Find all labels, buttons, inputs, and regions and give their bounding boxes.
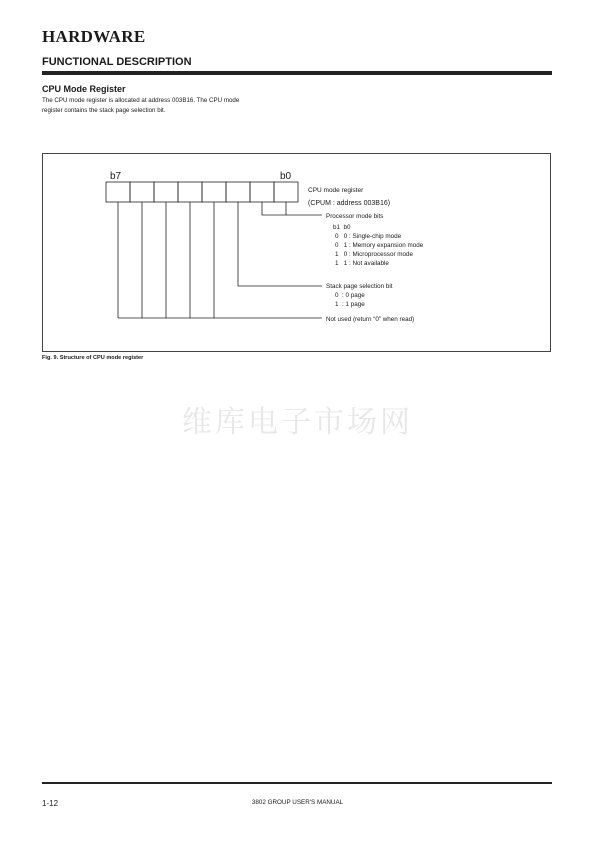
register-cell-b7 (106, 182, 130, 202)
bit-label-b0: b0 (280, 171, 292, 182)
section-heading: FUNCTIONAL DESCRIPTION (42, 56, 192, 68)
page-header-title: HARDWARE (42, 27, 146, 46)
processor-mode-header: b1 b0 (333, 224, 351, 231)
register-cell-b6 (130, 182, 154, 202)
processor-mode-option-2: 0 1 : Memory expansion mode (335, 242, 424, 249)
figure-caption: Fig. 9. Structure of CPU mode register (42, 355, 144, 361)
not-used-label: Not used (return “0” when read) (326, 316, 415, 323)
bit-label-b7: b7 (110, 171, 122, 182)
manual-title: 3802 GROUP USER'S MANUAL (251, 799, 344, 806)
processor-mode-option-4: 1 1 : Not available (335, 260, 389, 267)
register-cell-b4 (178, 182, 202, 202)
processor-mode-option-1: 0 0 : Single-chip mode (335, 233, 402, 240)
body-text-line-2: register contains the stack page selection bit. (42, 107, 166, 114)
register-bit-cells (106, 182, 298, 202)
connector-lines (118, 202, 322, 318)
stack-page-option-2: 1 : 1 page (335, 301, 365, 308)
register-name: CPU mode register (308, 187, 364, 194)
watermark: 维库电子市场网 (182, 405, 413, 440)
stack-page-label: Stack page selection bit (326, 283, 393, 290)
register-cell-b3 (202, 182, 226, 202)
body-text-line-1: The CPU mode register is allocated at address 003B16. The CPU mode (42, 97, 240, 104)
connector-processor-mode (262, 202, 286, 215)
processor-mode-option-3: 1 0 : Microprocessor mode (335, 251, 414, 258)
footer-rule (42, 782, 552, 784)
register-cell-b1 (250, 182, 274, 202)
register-address: (CPUM : address 003B16) (308, 200, 391, 207)
page-number: 1-12 (42, 799, 59, 808)
register-cell-b0 (274, 182, 298, 202)
stack-page-option-1: 0 : 0 page (335, 292, 365, 299)
subsection-title: CPU Mode Register (42, 84, 126, 94)
processor-mode-label: Processor mode bits (326, 213, 384, 220)
register-cell-b5 (154, 182, 178, 202)
register-cell-b2 (226, 182, 250, 202)
